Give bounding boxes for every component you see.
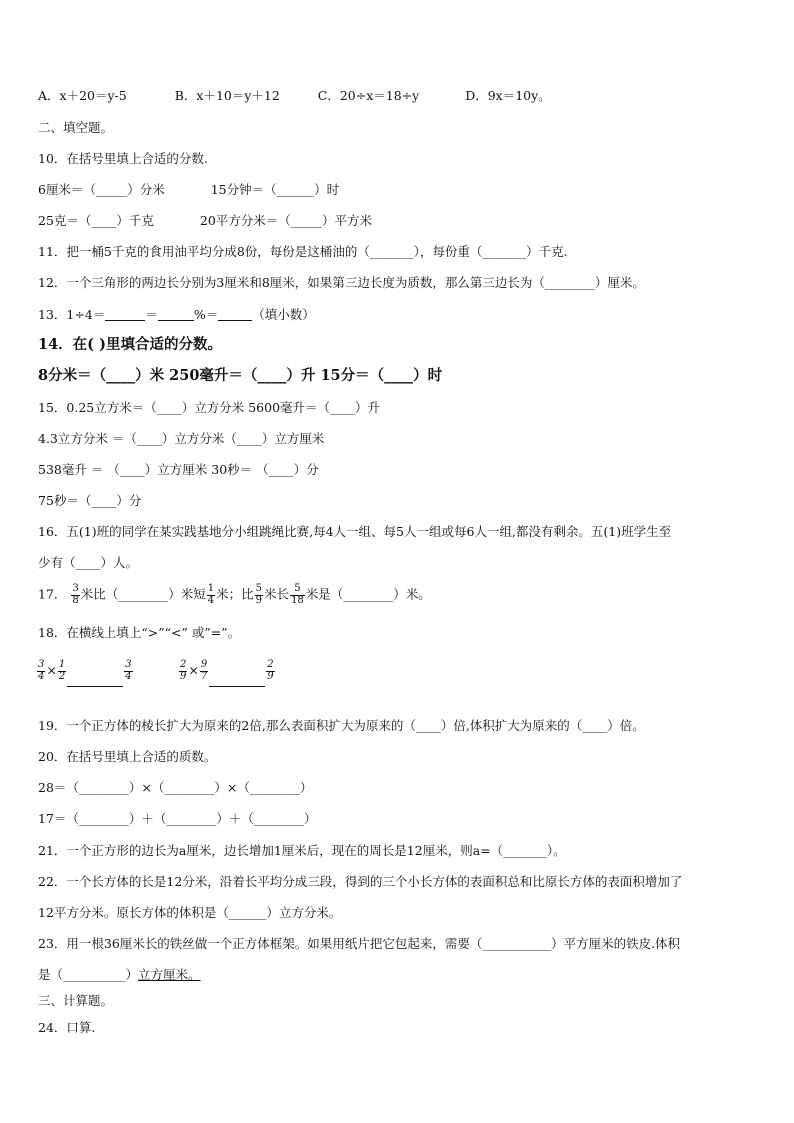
- q17-fraction-4: $\frac{5}{18}$: [291, 583, 304, 606]
- q13-blank-percent: [158, 308, 194, 321]
- q13: [38, 308, 315, 322]
- q10-blank-d: 20平方分米＝（_____）平方米: [199, 213, 373, 228]
- q13-expr: 13．1÷4＝: [38, 307, 106, 322]
- q13-eq: ＝: [145, 307, 158, 322]
- q17-text-3: 米长: [264, 586, 290, 602]
- q15-row2: 4.3立方分米 ＝（____）立方分米（____）立方厘米: [38, 431, 325, 446]
- q17-fraction-2: $\frac{1}{4}$: [207, 583, 215, 606]
- q17-text-4: 米是（________）米。: [305, 586, 431, 602]
- q15-row3: 538毫升 ＝ （____）立方厘米 30秒＝ （____）分: [38, 462, 319, 477]
- q23-line1: 23．用一根36厘米长的铁丝做一个正方体框架。如果用纸片把它包起来，需要（___________）平方厘米的铁皮.体积: [38, 936, 681, 951]
- q10-row2: [38, 215, 372, 228]
- q18-a-times: ×: [46, 662, 57, 678]
- q15-row4: 75秒＝（____）分: [38, 493, 142, 508]
- q17-number: 17．: [38, 586, 67, 602]
- q18-comparison-a: [36, 660, 134, 687]
- q10-title: 10．在括号里填上合适的分数.: [38, 151, 208, 166]
- q23-line2: [38, 969, 201, 982]
- q15-row1: 15．0.25立方米＝（____）立方分米 5600毫升＝（____）升: [38, 400, 381, 415]
- q17-text-2: 米；比: [216, 586, 254, 602]
- q18-b-blank: [209, 674, 265, 687]
- q13-note: （填小数）: [252, 307, 315, 322]
- q10-blank-c: 25克＝（____）千克: [38, 213, 154, 228]
- q17-fraction-3: $\frac{5}{9}$: [255, 583, 263, 606]
- q18-b-fraction-1: $\frac{2}{9}$: [180, 659, 187, 682]
- section-calculation-heading: 三、计算题。: [38, 993, 114, 1008]
- q18-b-fraction-3: $\frac{2}{9}$: [267, 659, 274, 682]
- q19: 19．一个正方体的棱长扩大为原来的2倍,那么表面积扩大为原来的（____）倍,体积扩大为原来的（____）倍。: [38, 718, 645, 733]
- q20-row1: 28＝（________）×（________）×（________）: [38, 780, 313, 795]
- q10-row1: [38, 184, 339, 197]
- section-fill-blank-heading: 二、填空题。: [38, 120, 114, 135]
- q13-blank-decimal: [218, 308, 252, 321]
- q17: [38, 584, 431, 606]
- q13-blank-fraction: [105, 308, 145, 321]
- q14-row: 8分米＝（____）米 250毫升＝（____）升 15分＝（____）时: [38, 367, 443, 384]
- q18-a-blank: [67, 674, 123, 687]
- q24: 24．口算.: [38, 1020, 96, 1035]
- q17-fraction-1: $\frac{3}{8}$: [72, 583, 79, 606]
- q18-a-fraction-3: $\frac{3}{4}$: [125, 659, 132, 682]
- q12: 12．一个三角形的两边长分别为3厘米和8厘米，如果第三边长度为质数，那么第三边长为（________）厘米。: [38, 275, 645, 290]
- q21: 21．一个正方形的边长为a厘米，边长增加1厘米后，现在的周长是12厘米，则a=（_______）。: [38, 843, 566, 858]
- q18-b-fraction-2: $\frac{9}{7}$: [200, 659, 208, 682]
- q11: 11．把一桶5千克的食用油平均分成8份，每份是这桶油的（_______），每份重（_______）千克.: [38, 244, 568, 259]
- q23-line2-start: 是（__________）: [38, 967, 139, 982]
- q9-option-c: C．20÷x＝18÷y: [317, 88, 420, 103]
- q18-comparison-b: [178, 660, 276, 687]
- q9-options: [38, 90, 551, 103]
- q16-line1: 16．五(1)班的同学在某实践基地分小组跳绳比赛,每4人一组、每5人一组或每6人一组,都没有剩余。五(1)班学生至: [38, 524, 672, 539]
- q9-option-b: B．x＋10＝y＋12: [174, 88, 280, 103]
- q23-line2-end: 立方厘米。: [138, 967, 201, 982]
- q10-blank-b: 15分钟＝（______）时: [210, 182, 340, 197]
- q10-blank-a: 6厘米＝（_____）分米: [38, 182, 165, 197]
- q9-option-a: A．x＋20＝y-5: [38, 88, 127, 103]
- q13-percent: %＝: [193, 307, 219, 322]
- q18-b-times: ×: [188, 662, 199, 678]
- q20-title: 20．在括号里填上合适的质数。: [38, 749, 217, 764]
- q22-line1: 22．一个长方体的长是12分米，沿着长平均分成三段，得到的三个小长方体的表面积总和比原长方体的表面积增加了: [38, 874, 683, 889]
- q18-title: 18．在横线上填上“>”“<” 或”=”。: [38, 625, 241, 640]
- q9-option-d: D．9x＝10y。: [465, 88, 551, 103]
- q18-a-fraction-1: $\frac{3}{4}$: [38, 659, 45, 682]
- q20-row2: 17＝（________）＋（________）＋（________）: [38, 811, 317, 826]
- q22-line2: 12平方分米。原长方体的体积是（______）立方分米。: [38, 905, 342, 920]
- q14-title: 14．在( )里填合适的分数。: [38, 336, 222, 353]
- q17-text-1: 米比（________）米短: [80, 586, 206, 602]
- q18-a-fraction-2: $\frac{1}{2}$: [58, 659, 66, 682]
- q16-line2: 少有（____）人。: [38, 555, 139, 570]
